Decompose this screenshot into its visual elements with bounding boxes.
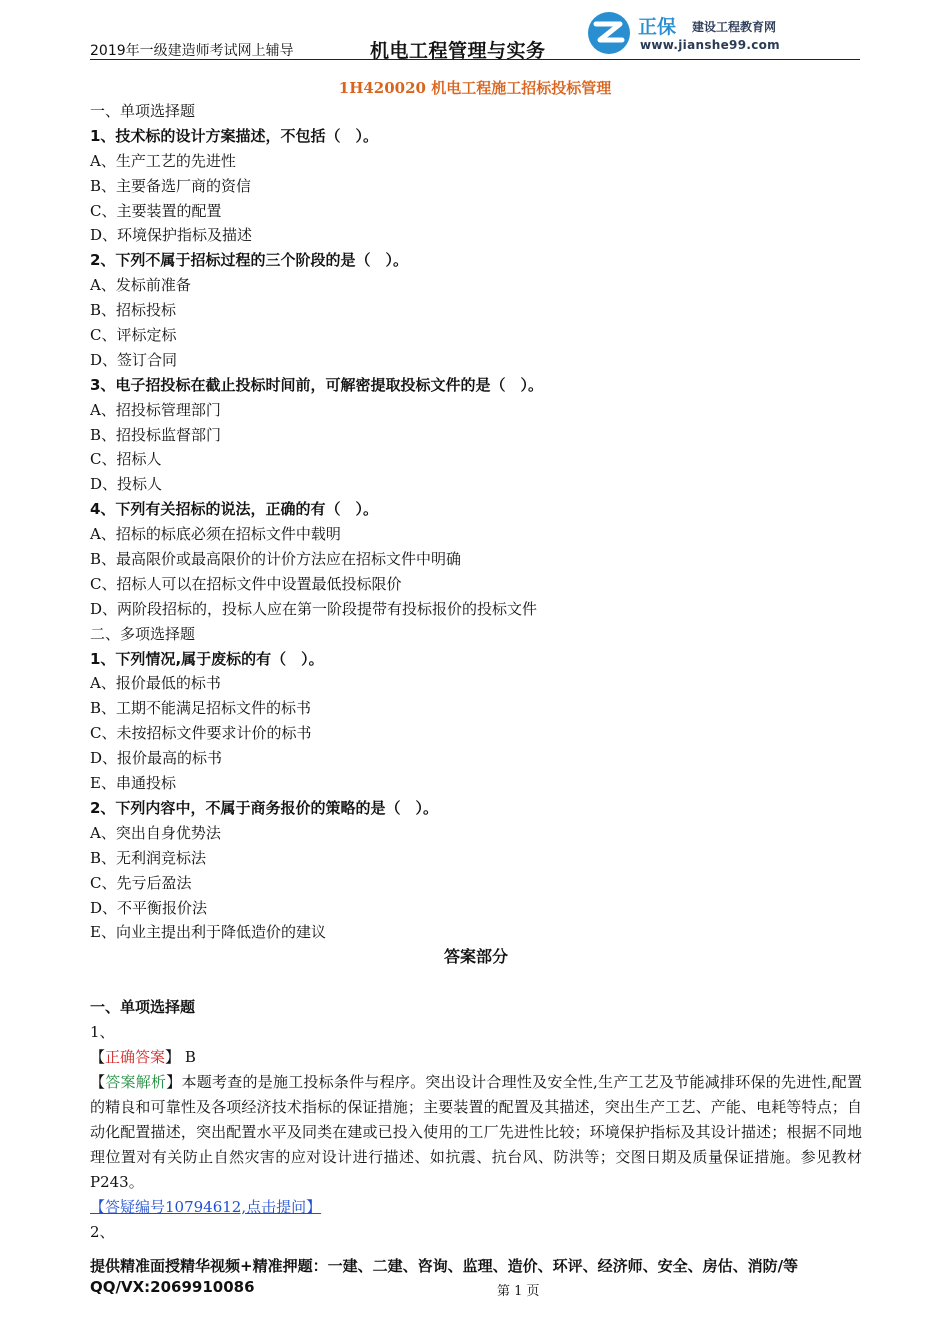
option: B、最高限价或最高限价的计价方法应在招标文件中明确 xyxy=(90,550,462,569)
spacer xyxy=(90,970,862,995)
document-body xyxy=(90,99,862,1245)
correct-answer-label: 正确答案 xyxy=(105,1047,166,1066)
option: C、招标人 xyxy=(90,450,162,469)
analysis-label: 答案解析 xyxy=(105,1072,167,1091)
question-text: 2、下列不属于招标过程的三个阶段的是（ ）。 xyxy=(90,251,408,270)
footer-contact: QQ/VX:2069910086 xyxy=(90,1278,255,1296)
option: E、向业主提出利于降低造价的建议 xyxy=(90,923,326,942)
logo-brand-text: 正保 xyxy=(638,16,677,38)
option: B、无利润竞标法 xyxy=(90,848,207,867)
answer-analysis xyxy=(90,1070,862,1195)
single-question-1 xyxy=(90,124,862,248)
option: D、报价最高的标书 xyxy=(90,749,223,768)
option: D、不平衡报价法 xyxy=(90,898,208,917)
option: B、招标投标 xyxy=(90,301,177,320)
question-text: 1、下列情况,属于废标的有（ ）。 xyxy=(90,649,324,668)
option: A、生产工艺的先进性 xyxy=(90,151,236,170)
multi-question-2 xyxy=(90,796,862,945)
option: A、招投标管理部门 xyxy=(90,400,221,419)
option: C、评标定标 xyxy=(90,326,177,345)
answer-item-number: 2、 xyxy=(90,1222,115,1241)
option: C、主要装置的配置 xyxy=(90,201,222,220)
bracket-close: 】 xyxy=(165,1047,181,1066)
logo-sub-text: 建设工程教育网 xyxy=(692,20,777,34)
bracket-close: 】 xyxy=(166,1072,182,1091)
option: A、突出自身优势法 xyxy=(90,823,221,842)
header-subject: 机电工程管理与实务 xyxy=(370,40,546,62)
bracket-open: 【 xyxy=(90,1072,106,1091)
option: B、工期不能满足招标文件的标书 xyxy=(90,699,312,718)
option: B、主要备选厂商的资信 xyxy=(90,176,252,195)
header-rule xyxy=(90,59,860,60)
option: C、招标人可以在招标文件中设置最低投标限价 xyxy=(90,574,402,593)
brand-logo xyxy=(586,8,866,58)
single-question-3 xyxy=(90,373,862,497)
option: E、串通投标 xyxy=(90,774,176,793)
ask-question-link[interactable]: 【答疑编号10794612,点击提问】 xyxy=(90,1197,322,1216)
question-text: 2、下列内容中，不属于商务报价的策略的是（ ）。 xyxy=(90,798,438,817)
question-text: 1、技术标的设计方案描述，不包括（ ）。 xyxy=(90,126,378,145)
option: D、环境保护指标及描述 xyxy=(90,226,253,245)
analysis-text: 本题考查的是施工投标条件与程序。突出设计合理性及安全性,生产工艺及节能减排环保的先进性,配置的精良和可靠性及各项经济技术指标的保证措施；主要装置的配置及其描述，突出生产工艺、产能、电耗等特点；自动化配置描述，突出配置水平及同类在建或已投入使用的工厂先进性比较；环境保护指标及其设计描述；根据不同地理位置对有关防止自然灾害的应对设计进行描述、如抗震、抗台风、防洪等；交图日期及质量保证措施。参见教材P243。 xyxy=(90,1072,862,1191)
question-text: 3、电子招投标在截止投标时间前，可解密提取投标文件的是（ ）。 xyxy=(90,375,543,394)
single-question-2 xyxy=(90,248,862,372)
option: A、招标的标底必须在招标文件中载明 xyxy=(90,525,341,544)
correct-answer-row xyxy=(90,1045,862,1070)
document-title: 1H420020 机电工程施工招标投标管理 xyxy=(338,79,612,97)
section-heading-single: 一、单项选择题 xyxy=(90,102,196,120)
option: C、未按招标文件要求计价的标书 xyxy=(90,724,312,743)
option: A、发标前准备 xyxy=(90,276,191,295)
single-question-4 xyxy=(90,497,862,621)
answers-heading: 答案部分 xyxy=(443,947,508,967)
option: C、先亏后盈法 xyxy=(90,873,192,892)
option: A、报价最低的标书 xyxy=(90,674,221,693)
option: B、招投标监督部门 xyxy=(90,425,222,444)
link-row xyxy=(90,1195,862,1220)
option: D、两阶段招标的，投标人应在第一阶段提带有投标报价的投标文件 xyxy=(90,599,538,618)
header-exam-title: 2019年一级建造师考试网上辅导 xyxy=(90,43,294,59)
answers-section-heading: 一、单项选择题 xyxy=(90,998,196,1017)
logo-url-text: www.jianshe99.com xyxy=(640,38,780,52)
correct-answer-value: B xyxy=(184,1047,196,1066)
question-text: 4、下列有关招标的说法，正确的有（ ）。 xyxy=(90,500,378,519)
bracket-open: 【 xyxy=(90,1047,106,1066)
page-number: 第 1 页 xyxy=(497,1284,540,1299)
footer-promo: 提供精准面授精华视频+精准押题：一建、二建、咨询、监理、造价、环评、经济师、安全、房估、消防/等 xyxy=(90,1257,799,1275)
option: D、签订合同 xyxy=(90,350,178,369)
section-heading-multi: 二、多项选择题 xyxy=(90,624,196,643)
answer-item-number: 1、 xyxy=(90,1022,115,1041)
multi-question-1 xyxy=(90,647,862,796)
logo-swoosh-icon xyxy=(586,10,632,56)
option: D、投标人 xyxy=(90,475,163,494)
